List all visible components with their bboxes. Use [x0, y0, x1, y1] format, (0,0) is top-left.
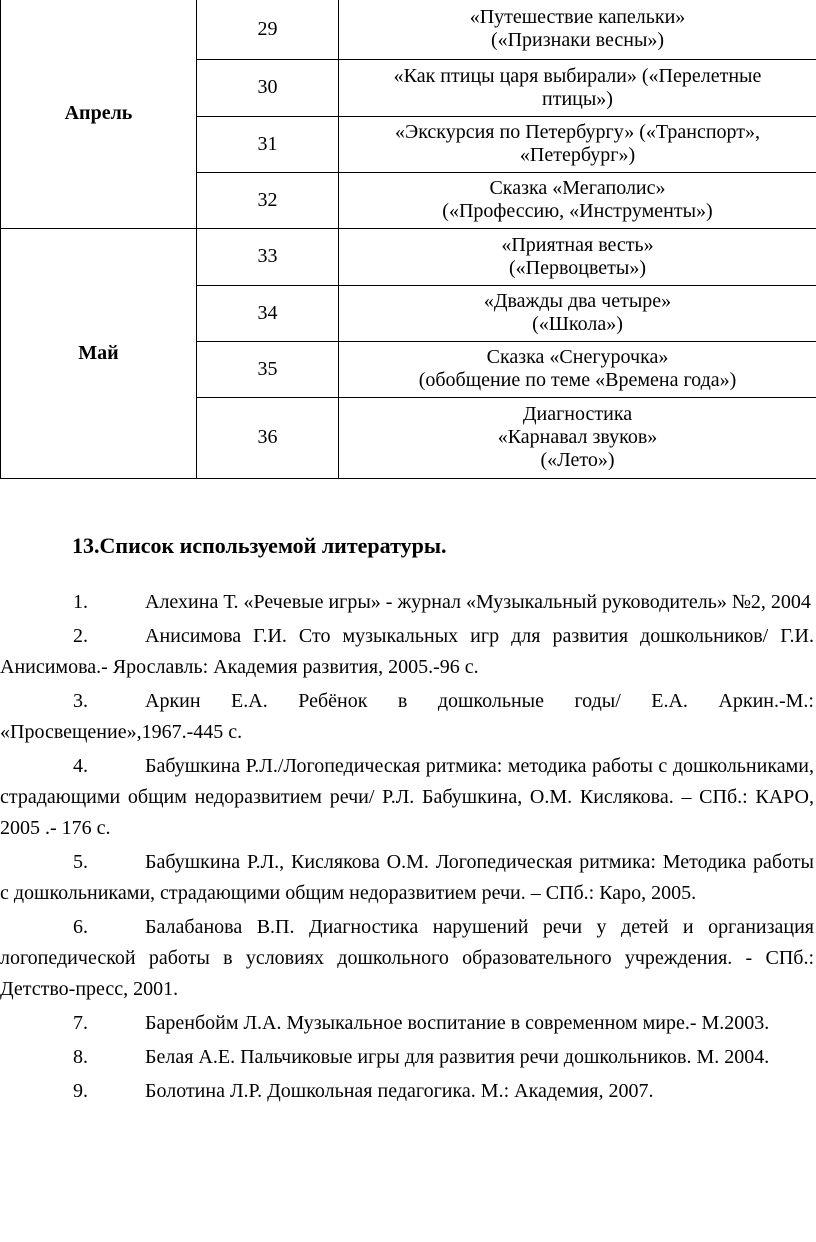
item-text: Анисимова Г.И. Сто музыкальных игр для развития дошкольников/ Г.И. Анисимова.- Ярославль: Академия развития, 2005.-96 с.	[0, 625, 814, 678]
item-text: Аркин Е.А. Ребёнок в дошкольные годы/ Е.А. Аркин.-М.: «Просвещение»,1967.-445 с.	[0, 690, 814, 743]
list-item	[0, 1042, 816, 1073]
lesson-topic	[339, 285, 816, 341]
lesson-topic	[339, 59, 816, 116]
lesson-topic	[339, 116, 816, 172]
item-text: Балабанова В.П. Диагностика нарушений речи у детей и организация логопедической работы в условиях дошкольного образовательного учреждения. - СПб.: Детство-пресс, 2001.	[0, 916, 814, 1000]
item-number: 4.	[73, 755, 88, 777]
list-item	[0, 751, 816, 844]
topic-line: Диагностика	[522, 403, 633, 425]
item-text: Белая А.Е. Пальчиковые игры для развития речи дошкольников. М. 2004.	[145, 1046, 770, 1068]
topic-line: «Экскурсия по Петербургу» («Транспорт»,	[394, 121, 761, 143]
lesson-number: 35	[197, 341, 339, 397]
item-text: Алехина Т. «Речевые игры» - журнал «Музыкальный руководитель» №2, 2004	[145, 591, 811, 613]
lesson-topic	[339, 397, 816, 478]
item-text: Баренбойм Л.А. Музыкальное воспитание в современном мире.- М.2003.	[145, 1012, 770, 1034]
topic-line: «Дважды два четыре»	[483, 290, 672, 312]
month-cell: Апрель	[1, 0, 197, 228]
topic-line: (обобщение по теме «Времена года»)	[418, 369, 737, 391]
topic-line: («Профессию, «Инструменты»)	[442, 200, 713, 222]
lesson-topic	[339, 341, 816, 397]
lesson-number: 30	[197, 59, 339, 116]
topic-line: («Лето»)	[540, 449, 615, 471]
lesson-number: 36	[197, 397, 339, 478]
list-item	[0, 847, 816, 909]
list-item	[0, 1076, 816, 1107]
list-item	[0, 621, 816, 683]
item-number: 9.	[73, 1080, 88, 1102]
topic-line: Сказка «Мегаполис»	[489, 177, 666, 199]
lesson-number: 29	[197, 0, 339, 59]
lesson-topic	[339, 172, 816, 228]
lesson-topic	[339, 228, 816, 285]
topic-line: («Первоцветы»)	[508, 256, 647, 279]
topic-line: Сказка «Снегурочка»	[486, 346, 669, 368]
topic-line: («Признаки весны»)	[490, 29, 665, 52]
lesson-plan-table	[0, 0, 816, 479]
item-number: 6.	[73, 916, 88, 938]
literature-heading: 13.Список используемой литературы.	[72, 533, 447, 558]
item-number: 3.	[73, 690, 88, 712]
item-number: 5.	[73, 851, 88, 873]
list-item	[0, 587, 816, 618]
lesson-number: 34	[197, 285, 339, 341]
item-number: 1.	[73, 591, 88, 613]
list-item	[0, 686, 816, 748]
list-item	[0, 1008, 816, 1039]
item-text: Бабушкина Р.Л., Кислякова О.М. Логопедическая ритмика: Методика работы с дошкольниками, страдающими общим недоразвитием речи. – СПб.: Каро, 2005.	[0, 851, 814, 904]
item-number: 7.	[73, 1012, 88, 1034]
topic-line: («Школа»)	[532, 313, 623, 335]
month-cell: Май	[1, 228, 197, 478]
lesson-number: 31	[197, 116, 339, 172]
lesson-number: 33	[197, 228, 339, 285]
item-text: Бабушкина Р.Л./Логопедическая ритмика: методика работы с дошкольниками, страдающими общим недоразвитием речи/ Р.Л. Бабушкина, О.М. Кислякова. – СПб.: КАРО, 2005 .- 176 с.	[0, 755, 814, 839]
lesson-number: 32	[197, 172, 339, 228]
lesson-topic	[339, 0, 816, 59]
table-row	[1, 0, 816, 59]
topic-line: «Петербург»)	[519, 144, 636, 166]
table-row	[1, 228, 816, 285]
topic-line: «Как птицы царя выбирали» («Перелетные	[393, 64, 762, 87]
topic-line: «Путешествие капельки»	[469, 6, 686, 29]
item-number: 8.	[73, 1046, 88, 1068]
item-number: 2.	[73, 625, 88, 647]
item-text: Болотина Л.Р. Дошкольная педагогика. М.: Академия, 2007.	[145, 1080, 654, 1102]
list-item	[0, 912, 816, 1005]
literature-list	[0, 587, 816, 1110]
topic-line: «Приятная весть»	[501, 233, 654, 256]
topic-line: птицы»)	[542, 87, 613, 110]
topic-line: «Карнавал звуков»	[497, 426, 658, 448]
